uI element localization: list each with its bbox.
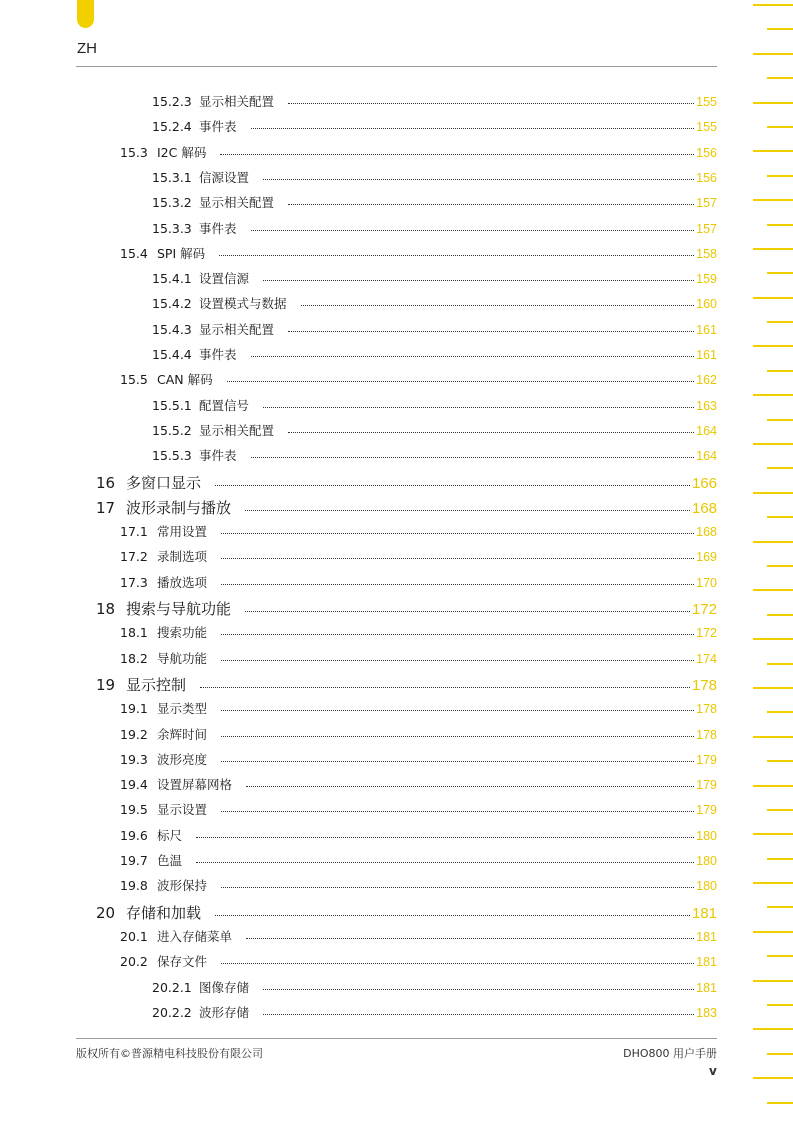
toc-entry-page: 181 (696, 929, 717, 944)
toc-entry-title: 波形保持 (157, 878, 208, 894)
toc-entry-page: 157 (696, 196, 717, 211)
toc-entry-page: 155 (696, 95, 717, 109)
toc-entry-number: 17.2 (120, 549, 148, 565)
toc-dot-leader (221, 760, 694, 762)
ruler-tick (753, 53, 793, 55)
toc-entry-page: 179 (696, 752, 717, 767)
toc-entry-page: 178 (696, 727, 717, 742)
toc-entry-title: 设置屏幕网格 (157, 777, 233, 793)
toc-dot-leader (263, 1013, 694, 1015)
toc-entry-number: 17.1 (120, 524, 148, 540)
ruler-tick (753, 736, 793, 738)
toc-entry-title: 搜索与导航功能 (126, 600, 232, 618)
toc-entry-page: 181 (691, 904, 717, 922)
toc-entry-number: 19.2 (120, 726, 148, 742)
ruler-tick (767, 663, 793, 665)
toc-dot-leader (288, 431, 694, 433)
ruler-tick (767, 370, 793, 372)
toc-entry[interactable] (0, 598, 717, 619)
toc-entry[interactable] (0, 725, 717, 743)
toc-entry-title: 波形亮度 (157, 751, 208, 767)
toc-entry-title: 常用设置 (157, 524, 208, 540)
toc-entry-number: 15.5.3 (152, 448, 192, 464)
toc-entry[interactable] (0, 193, 717, 211)
toc-entry[interactable] (0, 370, 717, 388)
ruler-tick (753, 882, 793, 884)
toc-dot-leader (200, 686, 690, 688)
toc-entry-page: 166 (691, 474, 717, 492)
ruler-tick (767, 955, 793, 957)
ruler-tick (753, 1077, 793, 1079)
ruler-tick (753, 931, 793, 933)
toc-dot-leader (246, 785, 694, 787)
toc-entry-number: 19.6 (120, 827, 148, 843)
toc-entry-title: 事件表 (199, 220, 237, 236)
toc-entry-title: 多窗口显示 (126, 473, 202, 492)
toc-entry-title: 波形录制与播放 (126, 498, 232, 517)
toc-entry-page: 161 (696, 322, 717, 337)
toc-entry-page: 162 (696, 373, 717, 388)
toc-dot-leader (245, 610, 690, 612)
toc-entry[interactable] (0, 219, 717, 237)
toc-entry-page: 164 (696, 423, 717, 438)
toc-entry[interactable] (0, 396, 717, 414)
toc-entry[interactable] (0, 522, 717, 540)
ruler-tick (753, 199, 793, 201)
toc-dot-leader (301, 304, 695, 306)
toc-entry-title: 显示设置 (157, 802, 208, 818)
ruler-tick (767, 77, 793, 79)
ruler-tick (767, 1004, 793, 1006)
toc-entry-number: 19.3 (120, 751, 148, 767)
toc-entry-title: 标尺 (157, 827, 183, 843)
toc-entry[interactable] (0, 1003, 717, 1021)
edge-ruler-decoration (750, 0, 793, 1122)
toc-entry-page: 179 (696, 803, 717, 818)
ruler-tick (767, 1053, 793, 1055)
toc-entry-number: 18.2 (120, 650, 148, 666)
toc-dot-leader (221, 633, 694, 635)
toc-dot-leader (221, 709, 694, 711)
toc-entry-number: 15.2.4 (152, 119, 192, 135)
ruler-tick (767, 419, 793, 421)
toc-entry[interactable] (0, 826, 717, 844)
toc-entry-number: 15.3.2 (152, 195, 192, 211)
toc-dot-leader (227, 380, 695, 382)
ruler-tick (753, 833, 793, 835)
ruler-tick (753, 687, 793, 689)
toc-entry[interactable] (0, 294, 717, 312)
toc-entry[interactable] (0, 775, 717, 793)
toc-entry-page: 168 (696, 525, 717, 540)
toc-entry-page: 183 (696, 1005, 717, 1020)
toc-entry-title: 色温 (157, 853, 183, 868)
toc-entry-number: 17 (96, 498, 116, 517)
toc-dot-leader (288, 203, 694, 205)
toc-entry-title: 余辉时间 (157, 726, 208, 742)
page-number: v (709, 1064, 717, 1078)
toc-entry[interactable] (0, 902, 717, 923)
toc-entry-number: 19 (96, 675, 116, 694)
toc-entry-page: 178 (691, 676, 717, 694)
toc-entry-number: 19.1 (120, 701, 148, 717)
toc-entry[interactable] (0, 92, 717, 110)
toc-entry-title: 录制选项 (157, 549, 208, 565)
ruler-tick (767, 28, 793, 30)
toc-entry-title: 图像存储 (199, 979, 250, 995)
toc-entry[interactable] (0, 699, 717, 717)
ruler-tick (767, 1102, 793, 1104)
toc-entry-number: 18 (96, 600, 116, 618)
footer-divider (76, 1038, 717, 1039)
toc-entry[interactable] (0, 497, 717, 518)
toc-entry-number: 20.1 (120, 928, 148, 944)
header-divider (76, 66, 717, 67)
toc-entry-number: 19.7 (120, 853, 148, 868)
toc-entry-number: 19.5 (120, 802, 148, 818)
toc-dot-leader (263, 178, 694, 180)
toc-entry-number: 15.3.1 (152, 169, 192, 185)
toc-entry[interactable] (0, 952, 717, 970)
ruler-tick (753, 4, 793, 6)
toc-entry-page: 180 (696, 828, 717, 843)
ruler-tick (753, 785, 793, 787)
manual-title: DHO800 用户手册 (623, 1047, 717, 1060)
toc-entry[interactable] (0, 876, 717, 894)
toc-entry-page: 178 (696, 702, 717, 717)
toc-dot-leader (288, 330, 694, 332)
toc-entry-title: SPI 解码 (157, 245, 206, 261)
toc-entry[interactable] (0, 143, 717, 161)
ruler-tick (753, 589, 793, 591)
toc-entry-number: 20 (96, 903, 116, 922)
ruler-tick (767, 711, 793, 713)
toc-entry[interactable] (0, 320, 717, 338)
toc-entry-page: 174 (696, 651, 717, 666)
toc-entry[interactable] (0, 472, 717, 493)
toc-entry[interactable] (0, 244, 717, 262)
toc-entry[interactable] (0, 800, 717, 818)
toc-entry-number: 15.4.4 (152, 347, 192, 362)
toc-entry-page: 164 (696, 449, 717, 464)
toc-entry-title: 进入存储菜单 (157, 928, 233, 944)
ruler-tick (753, 297, 793, 299)
toc-entry-number: 20.2.2 (152, 1004, 192, 1020)
toc-dot-leader (220, 153, 694, 155)
ruler-tick (753, 638, 793, 640)
toc-entry-page: 155 (696, 120, 717, 135)
toc-entry-page: 179 (696, 778, 717, 793)
toc-entry-page: 168 (691, 499, 717, 517)
toc-dot-leader (251, 456, 695, 458)
toc-dot-leader (196, 861, 694, 863)
toc-entry[interactable] (0, 851, 717, 869)
toc-entry[interactable] (0, 649, 717, 667)
toc-entry[interactable] (0, 674, 717, 695)
copyright-text: 版权所有©普源精电科技股份有限公司 (76, 1047, 263, 1060)
toc-entry-title: 事件表 (199, 119, 237, 135)
ruler-tick (753, 980, 793, 982)
toc-entry[interactable] (0, 345, 717, 363)
toc-entry-number: 15.5.1 (152, 397, 192, 413)
toc-entry-title: 信源设置 (199, 169, 250, 185)
toc-entry[interactable] (0, 623, 717, 641)
toc-dot-leader (221, 735, 694, 737)
toc-entry-title: 显示相关配置 (199, 321, 275, 337)
toc-entry[interactable] (0, 168, 717, 186)
toc-dot-leader (263, 988, 694, 990)
toc-entry-page: 181 (696, 955, 717, 970)
toc-dot-leader (219, 254, 694, 256)
language-tab-marker (77, 0, 94, 28)
toc-entry-title: I2C 解码 (157, 144, 207, 160)
toc-entry-page: 158 (696, 246, 717, 261)
toc-entry-title: 显示控制 (126, 675, 187, 694)
toc-entry-number: 16 (96, 473, 116, 492)
ruler-tick (767, 858, 793, 860)
toc-entry-number: 15.4.2 (152, 296, 192, 312)
toc-dot-leader (221, 810, 694, 812)
ruler-tick (767, 760, 793, 762)
toc-entry-page: 172 (696, 626, 717, 641)
toc-entry-title: 搜索功能 (157, 625, 208, 641)
toc-entry[interactable] (0, 750, 717, 768)
toc-entry-title: 显示相关配置 (199, 422, 275, 438)
ruler-tick (753, 1028, 793, 1030)
ruler-tick (767, 565, 793, 567)
toc-entry-page: 159 (696, 272, 717, 287)
ruler-tick (767, 272, 793, 274)
toc-entry-title: 波形存储 (199, 1004, 250, 1020)
ruler-tick (767, 126, 793, 128)
toc-entry-title: 事件表 (199, 448, 237, 464)
toc-entry[interactable] (0, 446, 717, 464)
ruler-tick (753, 150, 793, 152)
toc-entry-number: 17.3 (120, 574, 148, 590)
toc-entry-title: 设置信源 (199, 271, 250, 287)
toc-dot-leader (263, 406, 694, 408)
toc-entry-number: 15.4.3 (152, 321, 192, 337)
toc-dot-leader (221, 583, 694, 585)
toc-dot-leader (288, 102, 694, 104)
toc-entry-page: 161 (696, 348, 717, 362)
ruler-tick (767, 809, 793, 811)
toc-entry-title: 显示类型 (157, 701, 208, 717)
toc-dot-leader (251, 355, 695, 357)
toc-entry-title: 配置信号 (199, 397, 250, 413)
toc-entry-page: 170 (696, 575, 717, 590)
toc-entry-number: 15.4.1 (152, 271, 192, 287)
toc-entry-title: CAN 解码 (157, 372, 213, 388)
ruler-tick (753, 492, 793, 494)
toc-entry[interactable] (0, 269, 717, 287)
ruler-tick (753, 248, 793, 250)
toc-entry-title: 存储和加载 (126, 903, 202, 922)
ruler-tick (753, 541, 793, 543)
toc-entry-page: 163 (696, 398, 717, 413)
toc-dot-leader (221, 659, 694, 661)
ruler-tick (767, 906, 793, 908)
ruler-tick (767, 224, 793, 226)
ruler-tick (753, 443, 793, 445)
toc-entry-title: 显示相关配置 (199, 94, 275, 109)
toc-dot-leader (196, 836, 694, 838)
toc-dot-leader (215, 914, 690, 916)
toc-entry-page: 180 (696, 879, 717, 894)
toc-entry-page: 156 (696, 170, 717, 185)
toc-dot-leader (221, 532, 694, 534)
toc-entry-number: 15.4 (120, 245, 148, 261)
toc-entry-number: 19.4 (120, 777, 148, 793)
toc-entry-title: 播放选项 (157, 574, 208, 590)
toc-entry-title: 设置模式与数据 (199, 296, 287, 312)
toc-dot-leader (245, 509, 690, 511)
toc-entry[interactable] (0, 547, 717, 565)
toc-dot-leader (215, 484, 690, 486)
toc-entry-number: 15.2.3 (152, 94, 192, 109)
toc-entry[interactable] (0, 573, 717, 591)
toc-dot-leader (221, 962, 694, 964)
ruler-tick (767, 467, 793, 469)
toc-dot-leader (251, 229, 695, 231)
toc-entry-page: 180 (696, 854, 717, 868)
language-label: ZH (77, 40, 97, 57)
toc-entry[interactable] (0, 978, 717, 996)
ruler-tick (767, 614, 793, 616)
toc-entry-page: 157 (696, 221, 717, 236)
toc-entry-number: 15.5 (120, 372, 148, 388)
toc-entry[interactable] (0, 927, 717, 945)
toc-entry-page: 181 (696, 980, 717, 995)
toc-entry[interactable] (0, 117, 717, 135)
toc-entry-number: 18.1 (120, 625, 148, 641)
ruler-tick (767, 321, 793, 323)
toc-entry-number: 20.2 (120, 954, 148, 970)
toc-entry-number: 19.8 (120, 878, 148, 894)
toc-entry-page: 169 (696, 550, 717, 565)
toc-dot-leader (251, 127, 695, 129)
toc-dot-leader (221, 886, 694, 888)
toc-entry-title: 事件表 (199, 347, 237, 362)
ruler-tick (767, 516, 793, 518)
toc-entry-title: 显示相关配置 (199, 195, 275, 211)
toc-dot-leader (263, 279, 694, 281)
toc-dot-leader (246, 937, 694, 939)
toc-entry[interactable] (0, 421, 717, 439)
toc-entry-number: 15.3 (120, 144, 148, 160)
toc-entry-page: 160 (696, 297, 717, 312)
ruler-tick (753, 345, 793, 347)
toc-dot-leader (221, 557, 694, 559)
toc-entry-page: 172 (691, 601, 717, 618)
ruler-tick (753, 102, 793, 104)
toc-entry-number: 20.2.1 (152, 979, 192, 995)
toc-entry-page: 156 (696, 145, 717, 160)
toc-entry-number: 15.5.2 (152, 422, 192, 438)
toc-entry-title: 保存文件 (157, 954, 208, 970)
toc-entry-number: 15.3.3 (152, 220, 192, 236)
ruler-tick (753, 394, 793, 396)
toc-entry-title: 导航功能 (157, 650, 208, 666)
ruler-tick (767, 175, 793, 177)
